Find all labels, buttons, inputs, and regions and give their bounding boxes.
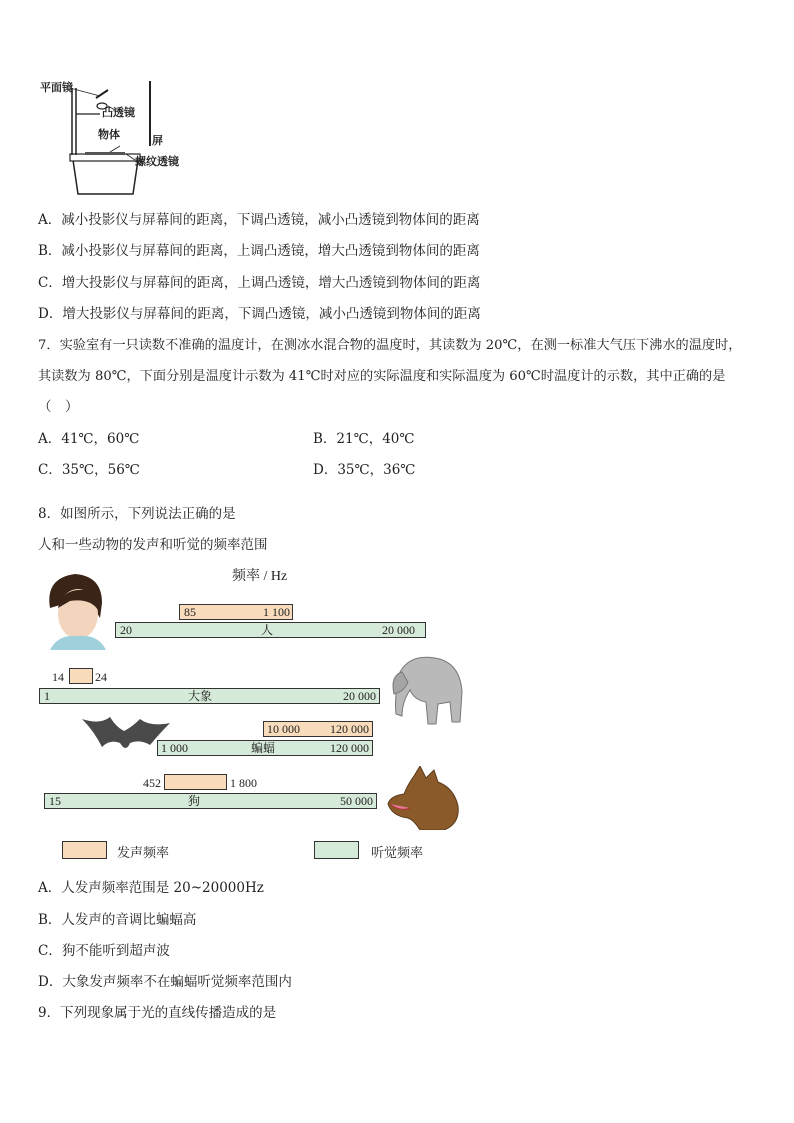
bat-hear-bar — [157, 740, 373, 756]
label-plane-mirror: 平面镜 — [40, 81, 73, 94]
q7-paren: （ ） — [38, 399, 79, 415]
dog-emit-bar — [164, 774, 227, 790]
q6-option-d: D．增大投影仪与屏幕间的距离，下调凸透镜，减小凸透镜到物体间的距离 — [38, 306, 481, 322]
q9-stem: 9．下列现象属于光的直线传播造成的是 — [38, 1005, 277, 1021]
label-object: 物体 — [98, 128, 120, 141]
label-fresnel-lens: 螺纹透镜 — [135, 155, 179, 168]
dog-emit-min: 452 — [143, 776, 161, 790]
elephant-image — [380, 652, 466, 732]
dog-name: 狗 — [188, 794, 201, 808]
dog-hear-min: 15 — [49, 794, 61, 808]
human-emit-min: 85 — [184, 605, 196, 619]
q6-option-c: C．增大投影仪与屏幕间的距离，上调凸透镜，增大凸透镜到物体间的距离 — [38, 275, 481, 291]
legend-emit-swatch — [62, 841, 107, 859]
dog-hear-max: 50 000 — [340, 794, 373, 808]
q7-option-c: C．35℃，56℃ — [38, 462, 140, 478]
elephant-emit-max: 24 — [95, 670, 107, 684]
q8-option-d: D．大象发声频率不在蝙蝠听觉频率范围内 — [38, 974, 292, 990]
elephant-name: 大象 — [188, 689, 213, 703]
q8-stem: 8．如图所示，下列说法正确的是 — [38, 506, 236, 522]
human-hear-bar — [115, 622, 426, 638]
q7-option-a: A．41℃，60℃ — [38, 431, 140, 447]
q8-option-a: A．人发声频率范围是 20~20000Hz — [38, 880, 264, 896]
human-hear-min: 20 — [120, 623, 132, 637]
q7-option-d: D．35℃，36℃ — [313, 462, 416, 478]
label-screen: 屏 — [152, 134, 163, 147]
label-convex-lens: 凸透镜 — [102, 106, 135, 119]
dog-hear-bar — [44, 793, 377, 809]
q7-stem-line2: 其读数为 80℃，下面分别是温度计示数为 41℃时对应的实际温度和实际温度为 60℃时温度计的示数，其中正确的是 — [38, 369, 726, 384]
frequency-figure — [0, 560, 794, 870]
dog-emit-max: 1 800 — [230, 776, 257, 790]
q8-option-b: B．人发声的音调比蝙蝠高 — [38, 912, 197, 928]
legend-hear-swatch — [314, 841, 359, 859]
projector-figure — [40, 76, 200, 201]
chart-title: 频率 / Hz — [232, 569, 288, 584]
bat-hear-max: 120 000 — [330, 741, 369, 755]
q7-option-b: B．21℃，40℃ — [313, 431, 415, 447]
elephant-emit-bar — [69, 668, 93, 684]
q8-option-c: C．狗不能听到超声波 — [38, 943, 170, 959]
human-face-image — [40, 568, 110, 650]
bat-name: 蝙蝠 — [251, 741, 276, 755]
bat-hear-min: 1 000 — [161, 741, 188, 755]
elephant-hear-bar — [39, 688, 380, 704]
bat-emit-max: 120 000 — [330, 722, 369, 736]
dog-image — [384, 766, 462, 830]
human-hear-max: 20 000 — [382, 623, 415, 637]
elephant-hear-min: 1 — [44, 689, 50, 703]
human-emit-max: 1 100 — [263, 605, 290, 619]
legend-emit-label: 发声频率 — [117, 846, 170, 861]
q7-stem-line1: 7．实验室有一只读数不准确的温度计，在测冰水混合物的温度时，其读数为 20℃，在测一标准大气压下沸水的温度时， — [38, 338, 742, 353]
human-emit-bar — [179, 604, 293, 620]
q8-caption: 人和一些动物的发声和听觉的频率范围 — [38, 537, 268, 553]
elephant-hear-max: 20 000 — [343, 689, 376, 703]
bat-emit-bar — [263, 721, 373, 737]
q6-option-a: A．减小投影仪与屏幕间的距离，下调凸透镜，减小凸透镜到物体间的距离 — [38, 212, 480, 228]
bat-emit-min: 10 000 — [267, 722, 300, 736]
human-name: 人 — [261, 623, 274, 637]
q6-option-b: B．减小投影仪与屏幕间的距离，上调凸透镜，增大凸透镜到物体间的距离 — [38, 243, 480, 259]
legend-hear-label: 听觉频率 — [371, 846, 424, 861]
elephant-emit-min: 14 — [52, 670, 64, 684]
